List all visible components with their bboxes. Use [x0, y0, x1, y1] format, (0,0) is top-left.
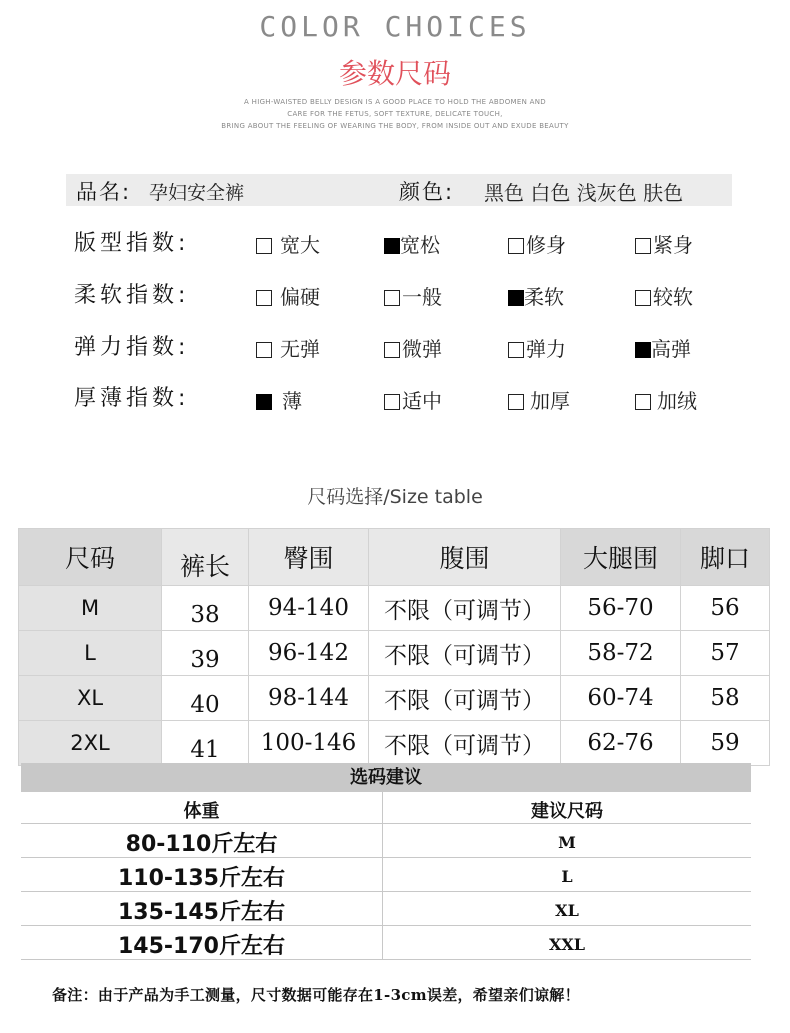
- header-title: COLOR CHOICES: [259, 10, 531, 43]
- row-divider: [21, 823, 751, 824]
- cell-leg-opening: 57: [681, 631, 770, 676]
- option-fit-loose: 宽松: [384, 229, 440, 258]
- option-fit-slim: 修身: [508, 229, 566, 258]
- option-elastic-slight: 微弹: [384, 333, 442, 362]
- table-row: [19, 586, 770, 631]
- product-color-label: 颜色:: [399, 180, 455, 204]
- cell-length: 41: [162, 721, 249, 766]
- recommendation-size: XL: [555, 901, 579, 920]
- tagline-line: A HIGH-WAISTED BELLY DESIGN IS A GOOD PLACE TO HOLD THE ABDOMEN AND: [244, 98, 546, 106]
- attr-label-fit: 版型指数:: [74, 231, 190, 256]
- cell-leg-opening: 59: [681, 721, 770, 766]
- cell-thigh: 60-74: [561, 676, 681, 721]
- cell-thigh: 58-72: [561, 631, 681, 676]
- checkbox-unchecked-icon: [256, 342, 272, 358]
- product-name-value: 孕妇安全裤: [149, 182, 245, 204]
- cell-waist: 不限（可调节）: [369, 631, 561, 676]
- cell-waist: 不限（可调节）: [369, 586, 561, 631]
- option-thick-thick: 加厚: [508, 385, 570, 414]
- recommendation-title: 选码建议: [21, 763, 751, 792]
- checkbox-unchecked-icon: [384, 290, 400, 306]
- option-soft-softer: 较软: [635, 281, 693, 310]
- cell-size: L: [19, 631, 162, 676]
- cell-leg-opening: 58: [681, 676, 770, 721]
- recommendation-weight: 110-135斤左右: [118, 866, 285, 891]
- checkbox-unchecked-icon: [635, 238, 651, 254]
- tagline-line: BRING ABOUT THE FEELING OF WEARING THE BODY, FROM INSIDE OUT AND EXUDE BEAUTY: [221, 122, 569, 130]
- tagline-line: CARE FOR THE FETUS, SOFT TEXTURE, DELICATE TOUCH,: [287, 110, 503, 118]
- cell-size: 2XL: [19, 721, 162, 766]
- cell-thigh: 62-76: [561, 721, 681, 766]
- header-subtitle: 参数尺码: [338, 57, 451, 90]
- option-fit-tight: 紧身: [635, 229, 693, 258]
- product-info-bar: [66, 174, 732, 206]
- checkbox-unchecked-icon: [256, 238, 272, 254]
- cell-hip: 98-144: [249, 676, 369, 721]
- attr-label-softness: 柔软指数:: [74, 283, 190, 308]
- checkbox-checked-icon: [635, 342, 651, 358]
- cell-hip: 94-140: [249, 586, 369, 631]
- recommendation-weight: 80-110斤左右: [125, 832, 278, 857]
- cell-length: 39: [162, 631, 249, 676]
- checkbox-checked-icon: [256, 394, 272, 410]
- recommendation-weight: 145-170斤左右: [118, 934, 285, 959]
- cell-size: XL: [19, 676, 162, 721]
- checkbox-unchecked-icon: [508, 342, 524, 358]
- checkbox-unchecked-icon: [256, 290, 272, 306]
- size-table-title: 尺码选择/Size table: [307, 486, 483, 508]
- option-thick-fleece: 加绒: [635, 385, 697, 414]
- attr-label-elasticity: 弹力指数:: [74, 335, 190, 360]
- option-thick-medium: 适中: [384, 385, 442, 414]
- cell-size: M: [19, 586, 162, 631]
- option-elastic-elastic: 弹力: [508, 333, 566, 362]
- header-leg-opening: 脚口: [681, 529, 770, 586]
- option-soft-normal: 一般: [384, 281, 442, 310]
- table-row: [19, 631, 770, 676]
- checkbox-unchecked-icon: [635, 290, 651, 306]
- cell-hip: 100-146: [249, 721, 369, 766]
- option-elastic-none: 无弹: [256, 333, 320, 362]
- option-soft-soft: 柔软: [508, 281, 564, 310]
- header-hip: 臀围: [249, 529, 369, 586]
- checkbox-unchecked-icon: [384, 342, 400, 358]
- cell-waist: 不限（可调节）: [369, 721, 561, 766]
- option-thick-thin: 薄: [256, 385, 302, 414]
- header-waist: 腹围: [369, 529, 561, 586]
- cell-waist: 不限（可调节）: [369, 676, 561, 721]
- checkbox-unchecked-icon: [508, 394, 524, 410]
- checkbox-checked-icon: [508, 290, 524, 306]
- cell-leg-opening: 56: [681, 586, 770, 631]
- checkbox-unchecked-icon: [635, 394, 651, 410]
- table-row: [19, 721, 770, 766]
- recommendation-size: XXL: [548, 935, 586, 954]
- cell-hip: 96-142: [249, 631, 369, 676]
- header-thigh: 大腿围: [561, 529, 681, 586]
- checkbox-checked-icon: [384, 238, 400, 254]
- size-table-header-row: [19, 529, 770, 586]
- cell-thigh: 56-70: [561, 586, 681, 631]
- recommendation-size: M: [558, 833, 576, 852]
- product-color-value: 黑色 白色 浅灰色 肤色: [484, 181, 684, 205]
- recommendation-weight: 135-145斤左右: [118, 900, 285, 925]
- size-table: [18, 528, 770, 766]
- recommendation-header-weight: 体重: [183, 801, 220, 822]
- table-row: [19, 676, 770, 721]
- checkbox-unchecked-icon: [384, 394, 400, 410]
- cell-length: 40: [162, 676, 249, 721]
- cell-length: 38: [162, 586, 249, 631]
- option-fit-wide: 宽大: [256, 229, 320, 258]
- checkbox-unchecked-icon: [508, 238, 524, 254]
- option-soft-hard: 偏硬: [256, 281, 320, 310]
- recommendation-size: L: [561, 867, 573, 886]
- option-elastic-high: 高弹: [635, 333, 691, 362]
- recommendation-header-size: 建议尺码: [531, 801, 603, 822]
- product-name-label: 品名:: [76, 180, 132, 204]
- header-size: 尺码: [19, 529, 162, 586]
- footnote: 备注：由于产品为手工测量，尺寸数据可能存在1-3cm误差，希望亲们谅解！: [52, 986, 580, 1004]
- attr-label-thickness: 厚薄指数:: [74, 386, 190, 411]
- header-length: 裤长: [162, 529, 249, 586]
